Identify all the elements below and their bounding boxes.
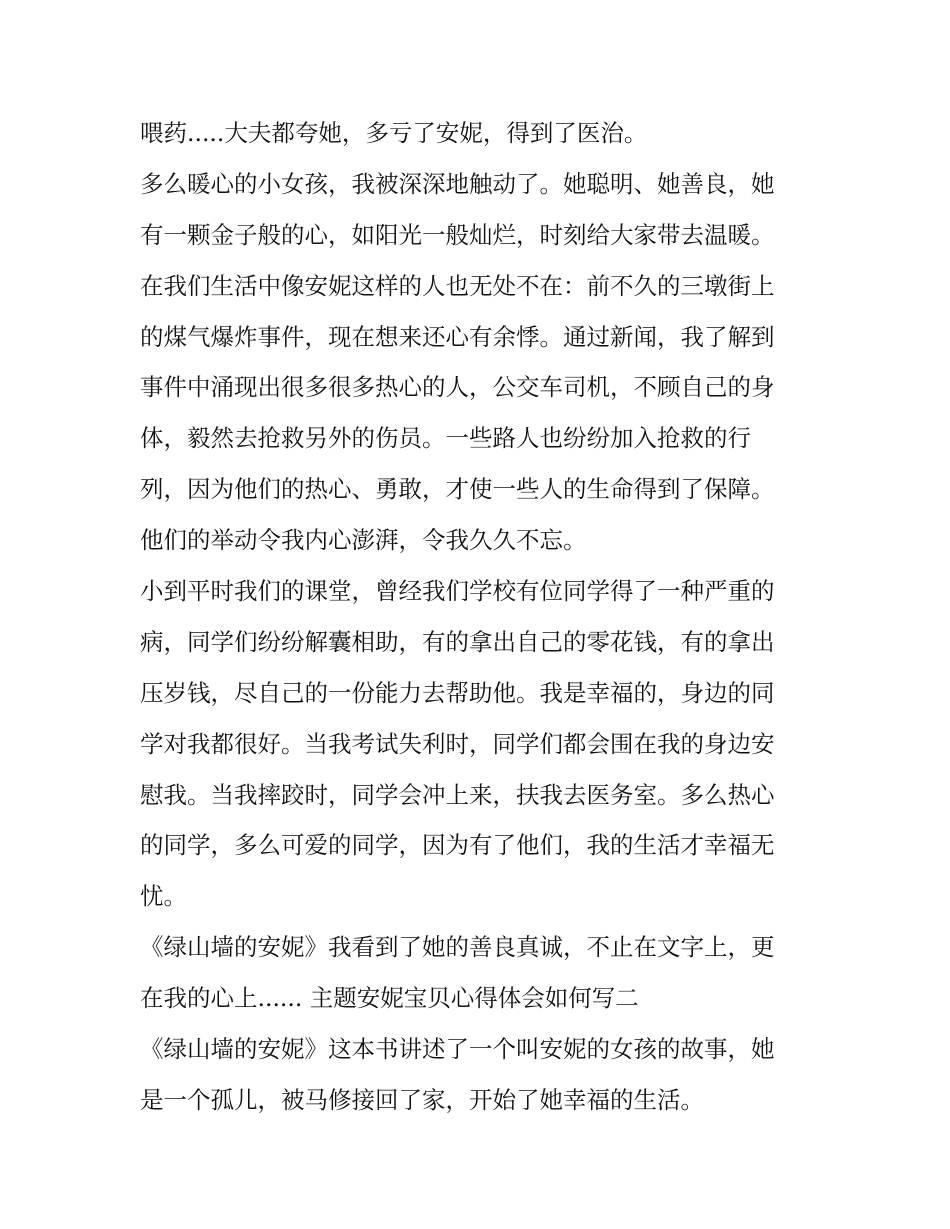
text-line: 病，同学们纷纷解囊相助，有的拿出自己的零花钱，有的拿出	[140, 627, 775, 656]
text-line: 忧。	[140, 882, 187, 911]
text-line: 慰我。当我摔跤时，同学会冲上来，扶我去医务室。多么热心	[140, 780, 775, 809]
text-line: 压岁钱，尽自己的一份能力去帮助他。我是幸福的，身边的同	[140, 678, 775, 707]
text-line: 列，因为他们的热心、勇敢，才使一些人的生命得到了保障。	[140, 475, 775, 504]
text-line: 是一个孤儿，被马修接回了家，开始了她幸福的生活。	[140, 1085, 704, 1114]
text-line: 体，毅然去抢救另外的伤员。一些路人也纷纷加入抢救的行	[140, 424, 751, 453]
text-line: 事件中涌现出很多很多热心的人，公交车司机，不顾自己的身	[140, 373, 775, 402]
text-line: 的同学，多么可爱的同学，因为有了他们，我的生活才幸福无	[140, 831, 775, 860]
text-line: 学对我都很好。当我考试失利时，同学们都会围在我的身边安	[140, 729, 775, 758]
text-line: 《绿山墙的安妮》我看到了她的善良真诚，不止在文字上，更	[140, 933, 775, 962]
text-line: 在我们生活中像安妮这样的人也无处不在：前不久的三墩街上	[140, 271, 775, 300]
text-line: 在我的心上...... 主题安妮宝贝心得体会如何写二	[140, 984, 639, 1013]
text-line: 小到平时我们的课堂，曾经我们学校有位同学得了一种严重的	[140, 577, 775, 606]
text-line: 多么暖心的小女孩，我被深深地触动了。她聪明、她善良，她	[140, 169, 775, 198]
text-line: 的煤气爆炸事件，现在想来还心有余悸。通过新闻，我了解到	[140, 322, 775, 351]
body-text	[140, 108, 820, 1126]
text-line: 他们的举动令我内心澎湃，令我久久不忘。	[140, 526, 587, 555]
text-line: 喂药.....大夫都夸她，多亏了安妮，得到了医治。	[140, 119, 648, 147]
text-line: 《绿山墙的安妮》这本书讲述了一个叫安妮的女孩的故事，她	[140, 1035, 775, 1064]
text-line: 有一颗金子般的心，如阳光一般灿烂，时刻给大家带去温暖。	[140, 220, 775, 249]
